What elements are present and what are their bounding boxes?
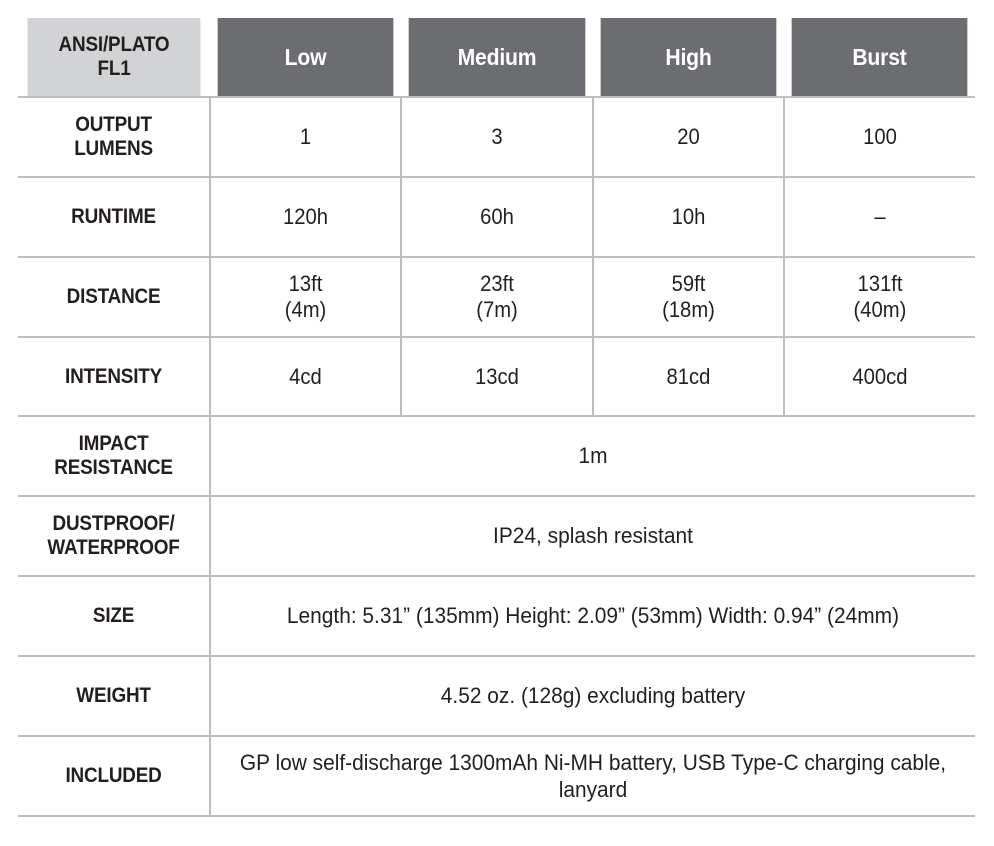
row-label-size — [28, 576, 201, 656]
cell-output-lumens-low: 1 — [218, 97, 394, 177]
row-label-line1: RUNTIME — [71, 205, 156, 229]
ansi-plato-fl1-spec-table — [18, 18, 975, 817]
row-label-line1: DISTANCE — [66, 285, 161, 309]
table-row-distance — [18, 257, 975, 337]
table-row-intensity — [18, 337, 975, 416]
table-row-impact-resistance — [18, 416, 975, 496]
row-label-line1: SIZE — [92, 604, 135, 628]
cell-runtime-burst: – — [792, 177, 968, 257]
cell-distance-low-meters: (4m) — [284, 297, 327, 322]
spec-table-container — [18, 18, 975, 817]
table-row-dustproof-waterproof — [18, 496, 975, 576]
cell-runtime-medium: 60h — [409, 177, 586, 257]
cell-impact-resistance-value: 1m — [229, 416, 956, 496]
header-standard-label — [28, 18, 201, 97]
row-label-line2: LUMENS — [74, 137, 153, 160]
cell-output-lumens-burst: 100 — [792, 97, 968, 177]
cell-distance-high-meters: (18m) — [662, 297, 715, 322]
cell-intensity-medium: 13cd — [409, 337, 586, 416]
cell-intensity-burst: 400cd — [792, 337, 968, 416]
cell-size-value: Length: 5.31” (135mm) Height: 2.09” (53mm) Width: 0.94” (24mm) — [229, 576, 956, 656]
cell-runtime-high: 10h — [601, 177, 777, 257]
row-label-dustproof-waterproof — [28, 496, 201, 576]
cell-distance-high — [601, 257, 777, 337]
row-label-runtime — [28, 177, 201, 257]
column-header-medium: Medium — [409, 18, 586, 97]
cell-output-lumens-medium: 3 — [409, 97, 586, 177]
cell-runtime-low: 120h — [218, 177, 394, 257]
row-label-intensity — [28, 337, 201, 416]
cell-distance-burst — [792, 257, 968, 337]
row-label-impact-resistance — [28, 416, 201, 496]
row-label-line1: INTENSITY — [64, 364, 163, 388]
row-label-weight — [28, 656, 201, 736]
table-row-size — [18, 576, 975, 656]
row-label-included — [28, 736, 201, 816]
column-header-burst: Burst — [792, 18, 968, 97]
cell-distance-medium — [409, 257, 586, 337]
row-label-line2: RESISTANCE — [54, 456, 173, 479]
row-label-distance — [28, 257, 201, 337]
column-header-high: High — [601, 18, 777, 97]
cell-distance-medium-meters: (7m) — [476, 297, 518, 322]
cell-included-value: GP low self-discharge 1300mAh Ni-MH battery, USB Type-C charging cable, lanyard — [229, 736, 956, 816]
row-label-output-lumens — [28, 97, 201, 177]
row-label-line1: IMPACT — [78, 432, 149, 456]
cell-output-lumens-high: 20 — [601, 97, 777, 177]
row-label-line1: INCLUDED — [65, 764, 162, 788]
table-row-weight — [18, 656, 975, 736]
cell-distance-burst-feet: 131ft — [857, 271, 903, 297]
table-row-output-lumens — [18, 97, 975, 177]
table-row-included — [18, 736, 975, 816]
row-label-line1: DUSTPROOF/ — [52, 512, 175, 536]
cell-distance-low — [218, 257, 394, 337]
cell-distance-burst-meters: (40m) — [853, 297, 907, 322]
column-header-low: Low — [218, 18, 394, 97]
cell-distance-medium-feet: 23ft — [480, 271, 514, 297]
row-label-line2: WATERPROOF — [47, 536, 180, 559]
row-label-line1: WEIGHT — [76, 684, 151, 708]
cell-weight-value: 4.52 oz. (128g) excluding battery — [229, 656, 956, 736]
cell-distance-low-feet: 13ft — [288, 271, 323, 297]
row-label-line1: OUTPUT — [75, 113, 152, 137]
cell-dustproof-waterproof-value: IP24, splash resistant — [229, 496, 956, 576]
cell-intensity-low: 4cd — [218, 337, 394, 416]
header-standard-label-line2: FL1 — [97, 57, 131, 80]
cell-distance-high-feet: 59ft — [671, 271, 706, 297]
table-row-runtime — [18, 177, 975, 257]
table-header-row — [18, 18, 975, 97]
header-standard-label-line1: ANSI/PLATO — [58, 33, 170, 57]
cell-intensity-high: 81cd — [601, 337, 777, 416]
